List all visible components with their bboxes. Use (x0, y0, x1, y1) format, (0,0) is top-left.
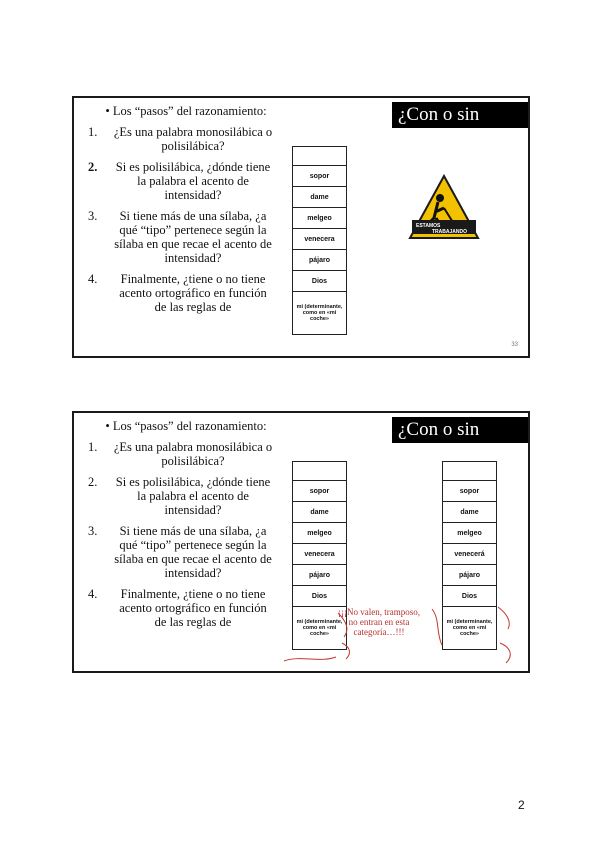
word-cell: sopor (443, 481, 497, 502)
word-cell: melgeo (293, 523, 347, 544)
step-number: 2. (88, 475, 98, 489)
table-header-cell (293, 462, 347, 481)
step-number: 1. (88, 125, 98, 139)
step-2 (78, 160, 274, 202)
sign-text-1: ESTAMOS (416, 223, 441, 229)
reasoning-steps (78, 104, 274, 314)
slide-2 (72, 411, 530, 673)
word-cell: Dios (443, 586, 497, 607)
step-4 (78, 272, 274, 314)
word-cell: Dios (293, 586, 347, 607)
steps-heading: • Los “pasos” del razonamiento: (105, 419, 267, 433)
word-cell: dame (293, 187, 347, 208)
red-annotation-note: ¡¡¡No valen, tramposo, no entran en esta categoría…!!! (338, 607, 420, 637)
word-table-right (442, 461, 497, 650)
step-1 (78, 440, 274, 468)
word-cell: melgeo (293, 208, 347, 229)
step-3 (78, 524, 274, 580)
step-4 (78, 587, 274, 629)
step-text: Si tiene más de una sílaba, ¿a qué “tipo” pertenece según la sílaba en que recae el acento de intensidad? (114, 209, 272, 265)
step-number: 4. (88, 587, 98, 601)
step-1 (78, 125, 274, 153)
step-3 (78, 209, 274, 265)
word-cell: Dios (293, 271, 347, 292)
word-cell: sopor (293, 481, 347, 502)
step-number: 3. (88, 209, 98, 223)
word-cell: melgeo (443, 523, 497, 544)
step-number: 3. (88, 524, 98, 538)
step-number: 2. (88, 160, 98, 174)
step-text: ¿Es una palabra monosilábica o polisilábica? (113, 440, 273, 468)
step-2 (78, 475, 274, 517)
word-cell: pájaro (293, 250, 347, 271)
table-header-cell (443, 462, 497, 481)
reasoning-steps (78, 419, 274, 629)
slide-1 (72, 96, 530, 358)
slide-number: 33 (511, 342, 518, 348)
step-text: Finalmente, ¿tiene o no tiene acento ortográfico en función de las reglas de (119, 587, 267, 629)
slide-title: ¿Con o sin (392, 102, 528, 128)
word-cell: pájaro (443, 565, 497, 586)
word-cell: mi (determinante, como en «mi coche» (293, 607, 347, 650)
word-cell: venecerá (443, 544, 497, 565)
word-cell: sopor (293, 166, 347, 187)
page-number: 2 (518, 798, 525, 812)
step-text: Si tiene más de una sílaba, ¿a qué “tipo” pertenece según la sílaba en que recae el acento de intensidad? (114, 524, 272, 580)
step-number: 1. (88, 440, 98, 454)
word-cell: mi (determinante, como en «mi coche» (443, 607, 497, 650)
step-text: Finalmente, ¿tiene o no tiene acento ortográfico en función de las reglas de (119, 272, 267, 314)
step-text: ¿Es una palabra monosilábica o polisilábica? (113, 125, 273, 153)
under-construction-sign-icon (408, 174, 480, 242)
sign-text-2: TRABAJANDO (432, 229, 467, 235)
word-cell: venecera (293, 544, 347, 565)
word-cell: dame (293, 502, 347, 523)
word-cell: venecera (293, 229, 347, 250)
word-cell: pájaro (293, 565, 347, 586)
step-text: Si es polisilábica, ¿dónde tiene la palabra el acento de intensidad? (115, 160, 271, 202)
word-cell: dame (443, 502, 497, 523)
slide-title: ¿Con o sin (392, 417, 528, 443)
step-text: Si es polisilábica, ¿dónde tiene la palabra el acento de intensidad? (115, 475, 271, 517)
steps-heading: • Los “pasos” del razonamiento: (105, 104, 267, 118)
table-header-cell (293, 147, 347, 166)
step-number: 4. (88, 272, 98, 286)
word-cell: mi (determinante, como en «mi coche» (293, 292, 347, 335)
word-table (292, 146, 347, 335)
